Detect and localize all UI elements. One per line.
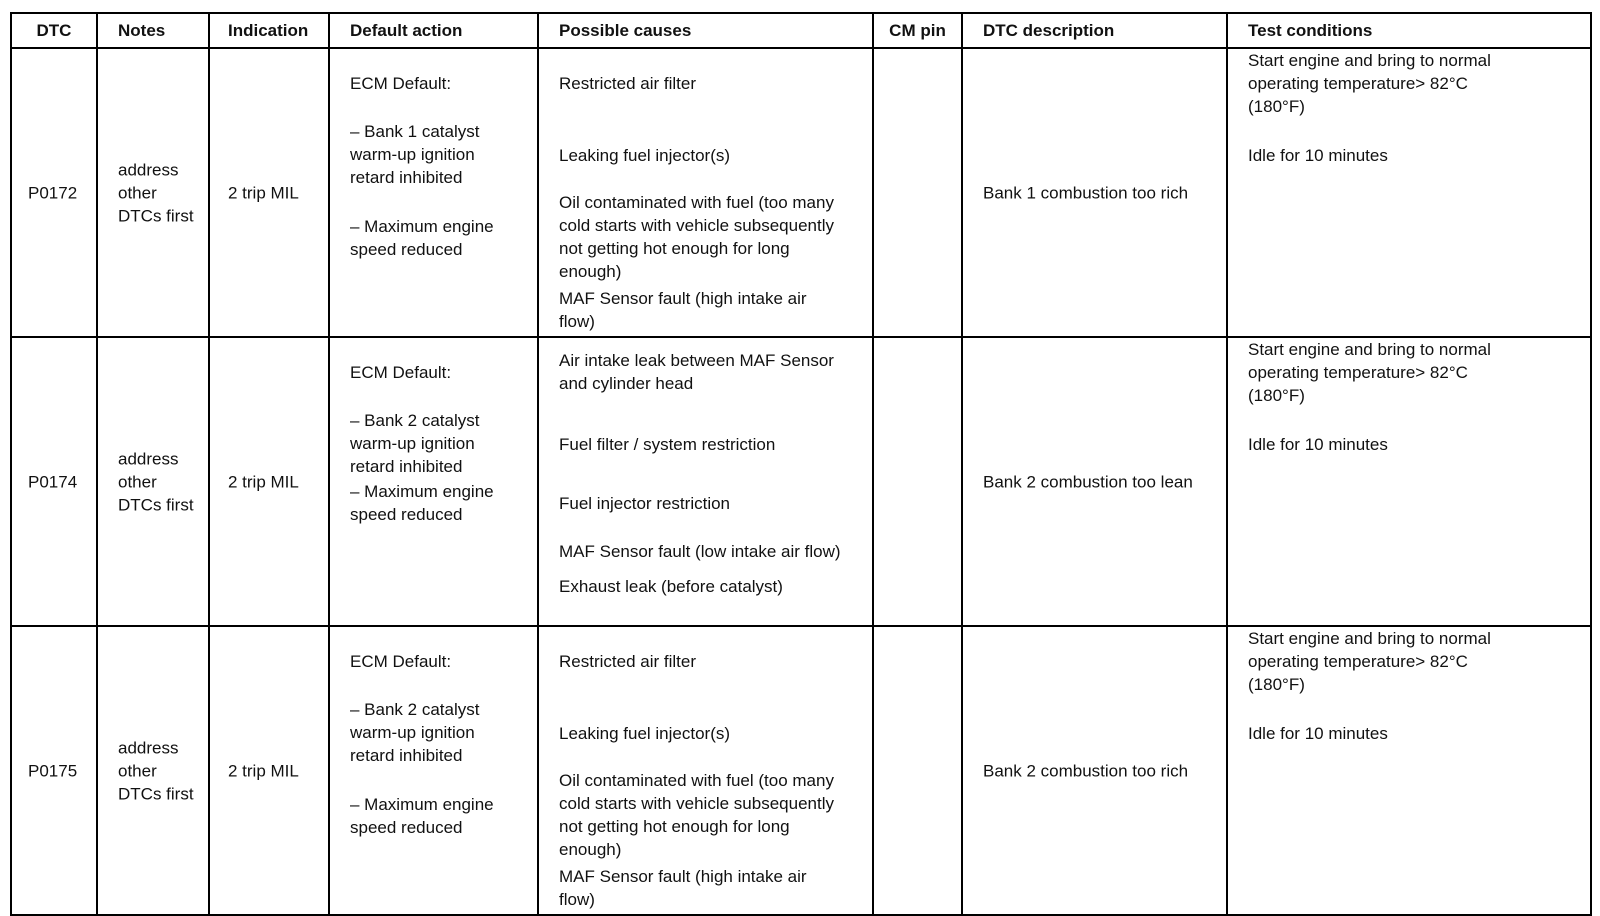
default-action-cell: [329, 626, 538, 915]
cause-item: [559, 433, 870, 456]
possible-causes-cell: [538, 626, 873, 915]
cause-line: and cylinder head: [559, 374, 694, 393]
test-line: operating temperature> 82°C: [1248, 652, 1468, 671]
action-item: [350, 698, 533, 767]
dtc-code: P0174: [28, 472, 78, 491]
cause-line: not getting hot enough for long: [559, 239, 790, 258]
possible-causes-cell: [538, 337, 873, 626]
header-test-conditions: Test conditions: [1227, 13, 1591, 48]
test-condition: [1248, 627, 1588, 696]
action-line: – Maximum engine: [350, 217, 494, 236]
notes-cell: [97, 337, 209, 626]
dtc-description: Bank 2 combustion too rich: [983, 761, 1189, 780]
action-line: – Bank 2 catalyst: [350, 700, 480, 719]
header-default-action: Default action: [329, 13, 538, 48]
cause-item: [559, 722, 870, 745]
notes-line: address: [118, 738, 179, 757]
test-line: Start engine and bring to normal: [1248, 629, 1491, 648]
cm-pin-cell: [873, 48, 962, 337]
cause-item: [559, 349, 870, 395]
action-heading: ECM Default:: [350, 652, 452, 671]
cause-line: cold starts with vehicle subsequently: [559, 794, 834, 813]
cause-item: [559, 287, 870, 333]
dtc-description: Bank 2 combustion too lean: [983, 472, 1193, 491]
test-condition: Idle for 10 minutes: [1248, 724, 1388, 743]
cause-line: Fuel injector restriction: [559, 494, 731, 513]
cause-item: [559, 650, 870, 673]
notes-text: [118, 736, 204, 805]
cause-line: cold starts with vehicle subsequently: [559, 216, 834, 235]
action-line: – Bank 2 catalyst: [350, 411, 480, 430]
table-row: [11, 337, 1591, 626]
notes-cell: [97, 626, 209, 915]
action-heading: ECM Default:: [350, 74, 452, 93]
header-row: [11, 13, 1591, 48]
dtc-description-cell: [962, 626, 1227, 915]
dtc-cell: [11, 337, 97, 626]
test-condition: [1248, 49, 1588, 118]
cause-item: [559, 492, 870, 515]
cause-line: Restricted air filter: [559, 652, 696, 671]
notes-cell: [97, 48, 209, 337]
cm-pin-cell: [873, 337, 962, 626]
test-condition: [1248, 338, 1588, 407]
test-condition: Idle for 10 minutes: [1248, 435, 1388, 454]
dtc-table: [10, 12, 1592, 916]
dtc-cell: [11, 48, 97, 337]
cause-line: Exhaust leak (before catalyst): [559, 577, 783, 596]
dtc-code: P0175: [28, 761, 78, 780]
cause-item: [559, 72, 870, 95]
test-line: (180°F): [1248, 386, 1305, 405]
cause-line: enough): [559, 262, 622, 281]
test-line: Start engine and bring to normal: [1248, 340, 1491, 359]
cause-line: Oil contaminated with fuel (too many: [559, 193, 834, 212]
action-item: [350, 215, 533, 261]
cause-line: flow): [559, 890, 595, 909]
action-line: warm-up ignition: [350, 434, 475, 453]
default-action-cell: [329, 337, 538, 626]
action-heading: ECM Default:: [350, 363, 452, 382]
indication-cell: [209, 626, 329, 915]
cause-item: [559, 540, 870, 563]
test-line: operating temperature> 82°C: [1248, 74, 1468, 93]
header-indication: Indication: [209, 13, 329, 48]
test-line: (180°F): [1248, 675, 1305, 694]
action-item: [350, 480, 533, 526]
test-conditions-cell: [1227, 626, 1591, 915]
notes-text: [118, 447, 204, 516]
notes-line: other: [118, 183, 157, 202]
indication-text: 2 trip MIL: [228, 183, 299, 202]
action-line: warm-up ignition: [350, 723, 475, 742]
cause-item: [559, 144, 870, 167]
cause-line: Fuel filter / system restriction: [559, 435, 776, 454]
notes-line: other: [118, 761, 157, 780]
cause-line: MAF Sensor fault (high intake air: [559, 289, 807, 308]
action-line: warm-up ignition: [350, 145, 475, 164]
cm-pin-cell: [873, 626, 962, 915]
test-line: (180°F): [1248, 97, 1305, 116]
dtc-description: Bank 1 combustion too rich: [983, 183, 1189, 202]
cause-item: [559, 191, 870, 283]
indication-cell: [209, 48, 329, 337]
action-line: – Bank 1 catalyst: [350, 122, 480, 141]
cause-line: Leaking fuel injector(s): [559, 146, 731, 165]
notes-line: DTCs first: [118, 206, 194, 225]
dtc-cell: [11, 626, 97, 915]
cause-item: [559, 865, 870, 911]
action-item: [350, 409, 533, 478]
indication-cell: [209, 337, 329, 626]
test-condition: Idle for 10 minutes: [1248, 146, 1388, 165]
cause-line: MAF Sensor fault (high intake air: [559, 867, 807, 886]
cause-line: MAF Sensor fault (low intake air flow): [559, 542, 841, 561]
header-dtc-description: DTC description: [962, 13, 1227, 48]
action-item: [350, 120, 533, 189]
test-line: Start engine and bring to normal: [1248, 51, 1491, 70]
dtc-description-cell: [962, 48, 1227, 337]
dtc-description-cell: [962, 337, 1227, 626]
table-row: [11, 48, 1591, 337]
action-line: – Maximum engine: [350, 482, 494, 501]
default-action-cell: [329, 48, 538, 337]
action-line: speed reduced: [350, 505, 463, 524]
indication-text: 2 trip MIL: [228, 761, 299, 780]
header-notes: Notes: [97, 13, 209, 48]
test-conditions-cell: [1227, 337, 1591, 626]
cause-line: enough): [559, 840, 622, 859]
cause-item: [559, 769, 870, 861]
test-conditions-cell: [1227, 48, 1591, 337]
notes-line: address: [118, 449, 179, 468]
header-cm-pin: CM pin: [873, 13, 962, 48]
notes-line: DTCs first: [118, 495, 194, 514]
notes-line: other: [118, 472, 157, 491]
cause-line: not getting hot enough for long: [559, 817, 790, 836]
notes-line: DTCs first: [118, 784, 194, 803]
notes-text: [118, 158, 204, 227]
action-line: retard inhibited: [350, 746, 463, 765]
cause-line: Air intake leak between MAF Sensor: [559, 351, 834, 370]
header-possible-causes: Possible causes: [538, 13, 873, 48]
action-item: [350, 793, 533, 839]
notes-line: address: [118, 160, 179, 179]
indication-text: 2 trip MIL: [228, 472, 299, 491]
action-line: speed reduced: [350, 818, 463, 837]
cause-line: flow): [559, 312, 595, 331]
table-row: [11, 626, 1591, 915]
cause-line: Leaking fuel injector(s): [559, 724, 731, 743]
possible-causes-cell: [538, 48, 873, 337]
action-line: – Maximum engine: [350, 795, 494, 814]
cause-line: Oil contaminated with fuel (too many: [559, 771, 834, 790]
action-line: speed reduced: [350, 240, 463, 259]
cause-line: Restricted air filter: [559, 74, 696, 93]
header-dtc: DTC: [11, 13, 97, 48]
dtc-code: P0172: [28, 183, 78, 202]
action-line: retard inhibited: [350, 457, 463, 476]
test-line: operating temperature> 82°C: [1248, 363, 1468, 382]
cause-item: [559, 575, 870, 598]
action-line: retard inhibited: [350, 168, 463, 187]
